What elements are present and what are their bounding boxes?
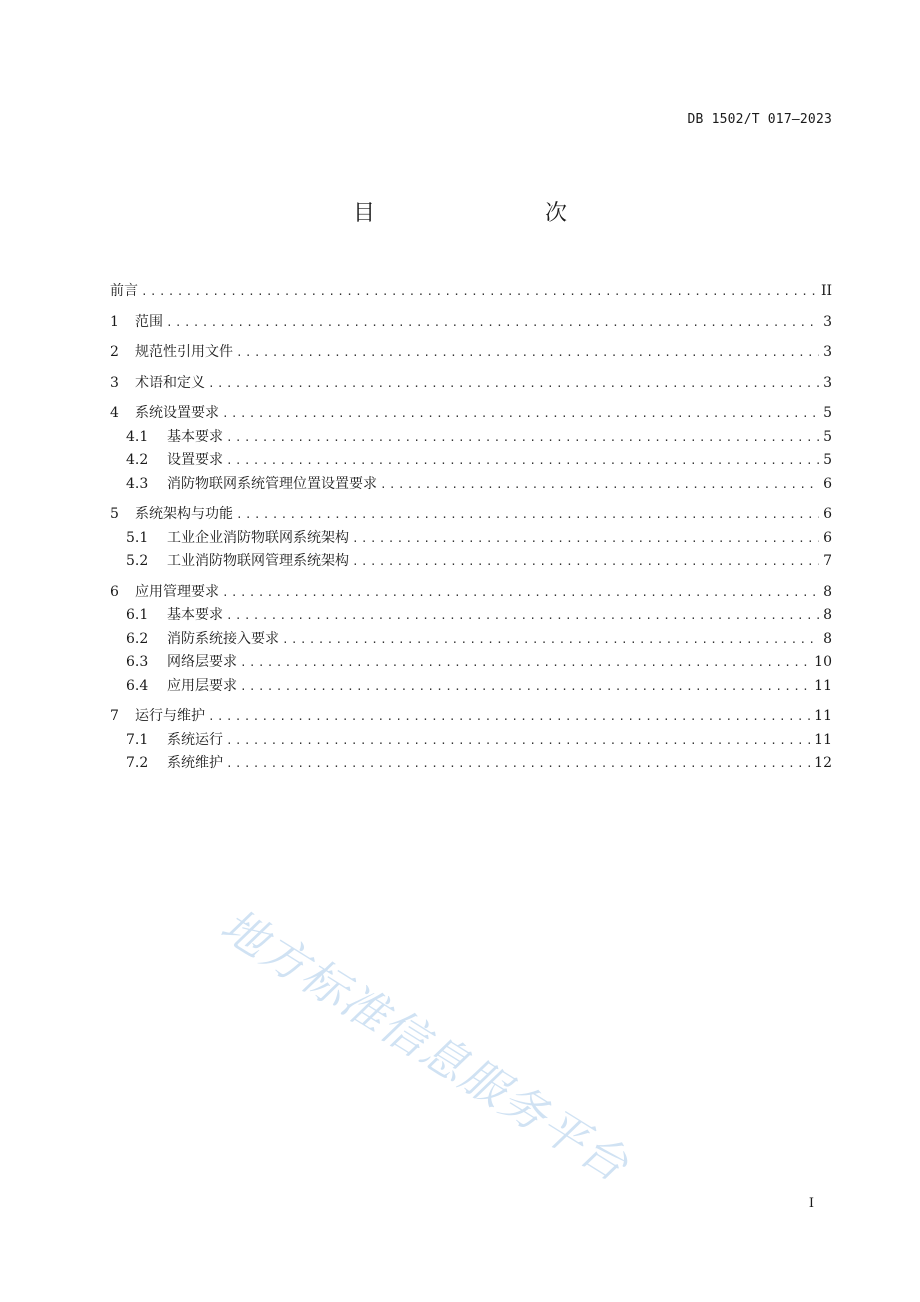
toc-entry-page: 3	[823, 374, 832, 391]
toc-entry-number: 6.4	[126, 677, 149, 694]
toc-entry-number: 5	[110, 506, 119, 522]
toc-dot-leader	[226, 729, 811, 753]
toc-dot-leader	[226, 426, 819, 450]
toc-entry-page: 5	[823, 428, 832, 445]
toc-dot-leader	[236, 503, 819, 527]
toc-entry-label: 工业企业消防物联网系统架构	[167, 529, 349, 546]
toc-entry[interactable]	[110, 426, 832, 450]
toc-entry-number: 7	[110, 708, 119, 724]
toc-dot-leader	[380, 473, 819, 497]
toc-entry[interactable]	[110, 675, 832, 699]
toc-entry-number: 6.3	[126, 654, 149, 670]
toc-entry-number: 5.2	[126, 553, 149, 569]
toc-entry-number: 3	[110, 374, 119, 391]
toc-entry-page: 3	[823, 344, 832, 360]
toc-dot-leader	[282, 628, 819, 652]
toc-entry-page: 11	[814, 677, 832, 694]
toc-entry-page: 5	[823, 452, 832, 468]
toc-entry[interactable]	[110, 341, 832, 365]
toc-entry[interactable]	[110, 752, 832, 776]
toc-entry-page: 8	[823, 607, 832, 623]
toc-entry-label: 系统架构与功能	[135, 506, 233, 522]
toc-dot-leader	[166, 311, 819, 335]
toc-entry-number: 2	[110, 344, 119, 360]
toc-entry-number: 1	[110, 313, 119, 330]
toc-entry-label: 设置要求	[167, 452, 223, 468]
toc-dot-leader	[208, 705, 811, 729]
toc-entry-page: 7	[823, 553, 832, 569]
toc-entry-label: 基本要求	[167, 428, 223, 445]
toc-entry[interactable]	[110, 402, 832, 426]
toc-entry-page: 12	[814, 755, 832, 771]
toc-dot-leader	[352, 550, 819, 574]
toc-entry[interactable]	[110, 550, 832, 574]
watermark: 地方标准信息服务平台	[211, 898, 639, 1193]
toc-entry[interactable]	[110, 311, 832, 335]
toc-entry[interactable]	[110, 705, 832, 729]
toc-entry-number: 6.2	[126, 630, 149, 647]
toc-entry-label: 系统维护	[167, 755, 223, 771]
toc-dot-leader	[352, 527, 819, 551]
toc-entry-label: 应用层要求	[167, 677, 237, 694]
toc-entry[interactable]	[110, 527, 832, 551]
toc-entry[interactable]	[110, 651, 832, 675]
toc-entry-label: 前言	[110, 283, 138, 299]
toc-entry-label: 网络层要求	[167, 654, 237, 670]
toc-entry-number: 7.2	[126, 755, 149, 771]
toc-entry-number: 4.1	[126, 428, 149, 445]
toc-dot-leader	[141, 280, 818, 304]
toc-entry-page: 5	[823, 405, 832, 421]
toc-entry-label: 运行与维护	[135, 708, 205, 724]
toc-entry[interactable]	[110, 372, 832, 396]
toc-entry-label: 消防系统接入要求	[167, 630, 279, 647]
toc-entry-label: 基本要求	[167, 607, 223, 623]
toc-entry-label: 系统运行	[167, 731, 223, 748]
toc-entry-label: 术语和定义	[135, 374, 205, 391]
toc-dot-leader	[226, 449, 819, 473]
toc-entry-label: 规范性引用文件	[135, 344, 233, 360]
table-of-contents	[110, 280, 832, 776]
toc-dot-leader	[222, 581, 819, 605]
toc-entry[interactable]	[110, 581, 832, 605]
toc-entry-number: 4	[110, 405, 119, 421]
toc-entry-page: 8	[823, 583, 832, 600]
toc-entry-number: 7.1	[126, 731, 149, 748]
toc-entry-page: II	[820, 283, 832, 299]
toc-entry-page: 6	[823, 506, 832, 522]
toc-dot-leader	[226, 604, 819, 628]
toc-entry-page: 11	[814, 708, 832, 724]
toc-entry-label: 系统设置要求	[135, 405, 219, 421]
toc-entry-page: 6	[823, 475, 832, 492]
toc-entry[interactable]	[110, 628, 832, 652]
toc-entry-label: 范围	[135, 313, 163, 330]
toc-entry[interactable]	[110, 729, 832, 753]
toc-dot-leader	[226, 752, 811, 776]
toc-dot-leader	[240, 675, 811, 699]
toc-entry[interactable]	[110, 280, 832, 304]
toc-entry-label: 应用管理要求	[135, 583, 219, 600]
toc-dot-leader	[208, 372, 819, 396]
toc-entry-number: 4.3	[126, 475, 149, 492]
toc-entry-page: 11	[814, 731, 832, 748]
toc-entry[interactable]	[110, 503, 832, 527]
toc-dot-leader	[222, 402, 819, 426]
toc-dot-leader	[240, 651, 811, 675]
page-number: I	[808, 1196, 814, 1211]
toc-entry-label: 工业消防物联网管理系统架构	[167, 553, 349, 569]
toc-entry[interactable]	[110, 473, 832, 497]
toc-entry[interactable]	[110, 604, 832, 628]
toc-entry-page: 8	[823, 630, 832, 647]
toc-entry-label: 消防物联网系统管理位置设置要求	[167, 475, 377, 492]
toc-title: 目 次	[352, 201, 609, 226]
toc-entry-number: 5.1	[126, 529, 149, 546]
toc-entry-number: 4.2	[126, 452, 149, 468]
toc-entry-number: 6	[110, 583, 119, 600]
toc-dot-leader	[236, 341, 819, 365]
toc-entry-page: 6	[823, 529, 832, 546]
toc-entry-number: 6.1	[126, 607, 149, 623]
toc-entry[interactable]	[110, 449, 832, 473]
document-code: DB 1502/T 017—2023	[687, 112, 832, 127]
toc-entry-page: 3	[823, 313, 832, 330]
toc-entry-page: 10	[814, 654, 832, 670]
